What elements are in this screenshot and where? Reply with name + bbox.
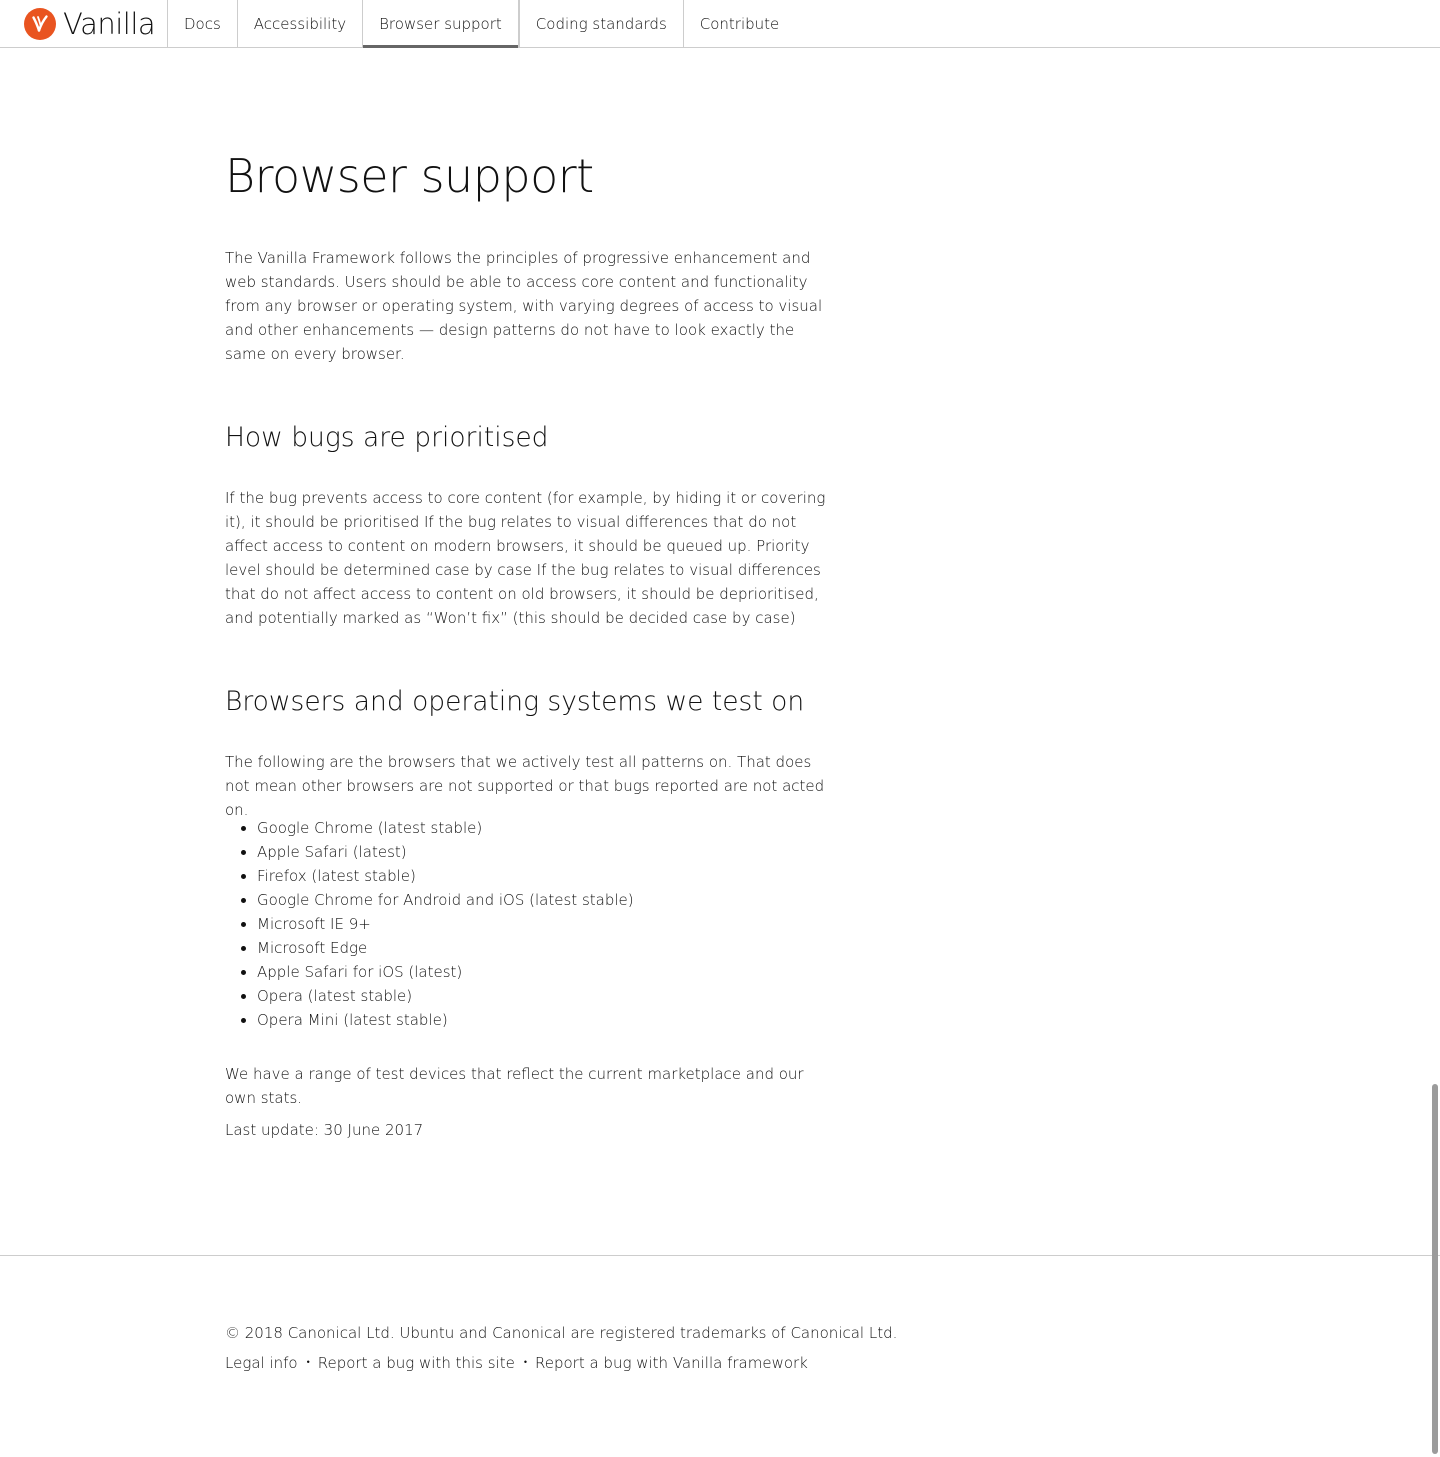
report-bug-vanilla-link[interactable]: • Report a bug with Vanilla framework	[534, 1354, 808, 1372]
main-nav	[167, 0, 795, 47]
vanilla-logo-icon	[24, 8, 56, 40]
page-title: Browser support	[225, 149, 594, 203]
nav-item-coding-standards[interactable]	[519, 0, 683, 48]
footer-link-item	[298, 1351, 515, 1375]
list-item: • Opera Mini (latest stable)	[257, 1008, 634, 1032]
intro-paragraph: The Vanilla Framework follows the principles of progressive enhancement and web standards. Users should be able to access core content and functionality from any browser or operating system, with varying degrees of access to visual and other enhancements — design patterns do not have to look exactly the same on every browser.	[225, 249, 823, 363]
list-item: • Apple Safari for iOS (latest)	[257, 960, 634, 984]
last-update: Last update: 30 June 2017	[225, 1121, 424, 1139]
footer-divider	[0, 1255, 1440, 1256]
nav-item-accessibility[interactable]	[237, 0, 362, 48]
scrollbar-thumb[interactable]	[1432, 1084, 1438, 1454]
list-item: • Google Chrome for Android and iOS (latest stable)	[257, 888, 634, 912]
top-navigation	[0, 0, 1440, 48]
brand-name: Vanilla	[63, 7, 156, 41]
legal-info-link[interactable]: Legal info	[225, 1354, 298, 1372]
list-item: • Google Chrome (latest stable)	[257, 816, 634, 840]
footer-links	[225, 1351, 808, 1375]
report-bug-site-link[interactable]: • Report a bug with this site	[317, 1354, 515, 1372]
footer-link-item	[515, 1351, 808, 1375]
browsers-intro-paragraph: The following are the browsers that we actively test all patterns on. That does not mean other browsers are not supported or that bugs reported are not acted on.	[225, 753, 825, 819]
browsers-heading: Browsers and operating systems we test on	[225, 686, 805, 717]
copyright-text: © 2018 Canonical Ltd. Ubuntu and Canonical are registered trademarks of Canonical Ltd.	[225, 1324, 898, 1342]
list-item: • Microsoft IE 9+	[257, 912, 634, 936]
nav-item-browser-support[interactable]	[362, 0, 519, 48]
brand-link[interactable]	[24, 6, 155, 42]
bugs-heading: How bugs are prioritised	[225, 422, 549, 453]
footer-link-item	[225, 1351, 298, 1375]
list-item: • Opera (latest stable)	[257, 984, 634, 1008]
list-item: • Apple Safari (latest)	[257, 840, 634, 864]
list-item: • Firefox (latest stable)	[257, 864, 634, 888]
devices-paragraph: We have a range of test devices that reflect the current marketplace and our own stats.	[225, 1065, 804, 1107]
nav-item-label: Browser support	[379, 15, 502, 33]
browser-list	[257, 816, 634, 1032]
nav-item-label: Docs	[184, 15, 221, 33]
nav-item-docs[interactable]	[167, 0, 237, 48]
list-item: • Microsoft Edge	[257, 936, 634, 960]
nav-item-label: Coding standards	[535, 15, 667, 33]
nav-item-label: Contribute	[699, 15, 780, 33]
bugs-paragraph: If the bug prevents access to core content (for example, by hiding it or covering it), it should be prioritised If the bug relates to visual differences that do not affect access to content on modern browsers, it should be queued up. Priority level should be determined case by case If the bug relates to visual differences that do not affect access to content on old browsers, it should be deprioritised, and potentially marked as “Won’t fix” (this should be decided case by case)	[225, 489, 826, 627]
nav-item-contribute[interactable]	[683, 0, 796, 48]
nav-item-label: Accessibility	[253, 15, 347, 33]
